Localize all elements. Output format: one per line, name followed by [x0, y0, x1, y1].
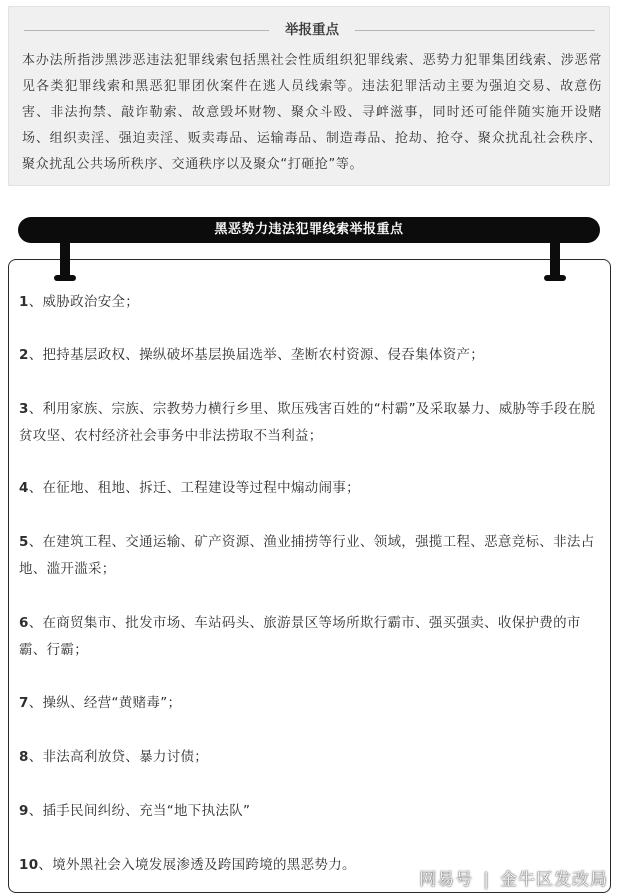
list-item: [19, 396, 599, 450]
item-number: 2: [19, 347, 29, 363]
title-divider-right: [355, 30, 595, 31]
item-text: 、非法高利放贷、暴力讨债；: [28, 749, 209, 765]
item-number: 1: [19, 294, 29, 310]
banner-hanger-right: [550, 241, 560, 279]
report-list-box: [8, 259, 611, 893]
item-text: 、境外黑社会入境发展渗透及跨国跨境的黑恶势力。: [38, 857, 356, 873]
watermark: [419, 865, 608, 890]
item-text: 、把持基层政权、操纵破坏基层换届选举、垄断农村资源、侵吞集体资产；: [28, 347, 485, 363]
banner-title: 黑恶势力违法犯罪线索举报重点: [214, 222, 404, 237]
item-number: 8: [19, 749, 29, 765]
report-focus-box: [8, 6, 610, 186]
banner-hanger-left: [60, 241, 70, 279]
title-divider-left: [24, 30, 269, 31]
report-focus-paragraph: 本办法所指涉黑涉恶违法犯罪线索包括黑社会性质组织犯罪线索、恶势力犯罪集团线索、涉恶常见各类犯罪线索和黑恶犯罪团伙案件在逃人员线索等。违法犯罪活动主要为强迫交易、故意伤害、非法拘禁、敲诈勒索、故意毁坏财物、聚众斗殴、寻衅滋事，同时还可能伴随实施开设赌场、组织卖淫、强迫卖淫、贩卖毒品、运输毒品、制造毒品、抢劫、抢夺、聚众扰乱社会秩序、聚众扰乱公共场所秩序、交通秩序以及聚众“打砸抢”等。: [22, 53, 602, 172]
list-item: [19, 744, 599, 771]
watermark-separator: |: [483, 870, 490, 890]
report-focus-header: [9, 19, 609, 41]
item-text: 、操纵、经营“黄赌毒”；: [28, 695, 182, 711]
item-number: 3: [19, 401, 29, 417]
item-number: 4: [19, 480, 29, 496]
item-number: 9: [19, 803, 29, 819]
item-number: 6: [19, 615, 29, 631]
list-item: [19, 289, 599, 316]
watermark-account: 金牛区发改局: [500, 870, 608, 890]
item-text: 、在商贸集市、批发市场、车站码头、旅游景区等场所欺行霸市、强买强卖、收保护费的市霸、行霸；: [19, 615, 581, 658]
item-number: 10: [19, 857, 39, 873]
item-text: 、插手民间纠纷、充当“地下执法队”: [28, 803, 251, 819]
item-text: 、在征地、租地、拆迁、工程建设等过程中煽动闹事；: [28, 480, 360, 496]
item-text: 、威胁政治安全；: [28, 294, 140, 310]
banner-hanger-cap-left: [54, 275, 76, 281]
item-text: 、在建筑工程、交通运输、矿产资源、渔业捕捞等行业、领域，强揽工程、恶意竞标、非法占地、滥开滥采；: [19, 534, 595, 577]
list-item: [19, 529, 599, 583]
list-item: [19, 798, 599, 825]
report-focus-title: 举报重点: [285, 22, 339, 38]
item-number: 5: [19, 534, 29, 550]
list-item: [19, 342, 599, 369]
list-item: [19, 475, 599, 502]
section-banner: [18, 217, 600, 243]
list-item: [19, 690, 599, 717]
watermark-source: 网易号: [419, 870, 474, 890]
list-item: [19, 610, 599, 664]
banner-hanger-cap-right: [544, 275, 566, 281]
item-number: 7: [19, 695, 29, 711]
item-text: 、利用家族、宗族、宗教势力横行乡里、欺压残害百姓的“村霸”及采取暴力、威胁等手段在脱贫攻坚、农村经济社会事务中非法捞取不当利益；: [19, 401, 596, 444]
